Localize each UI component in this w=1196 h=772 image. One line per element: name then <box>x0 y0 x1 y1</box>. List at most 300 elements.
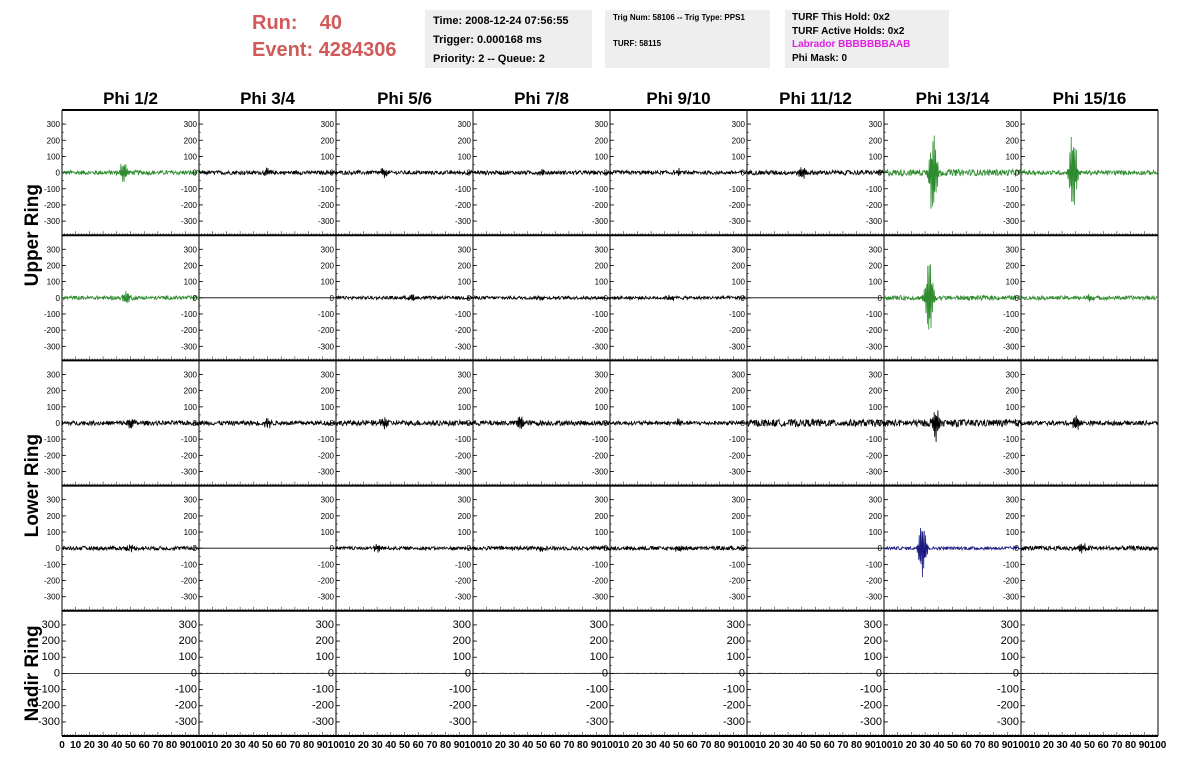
y-tick-label: -300 <box>180 467 197 477</box>
y-tick-label: -100 <box>454 560 471 570</box>
y-tick-label: 200 <box>46 261 60 271</box>
waveform-line <box>62 545 199 553</box>
y-tick-label: -300 <box>448 715 471 728</box>
y-tick-label: 200 <box>868 511 882 521</box>
y-tick-label: 200 <box>1005 386 1019 396</box>
y-tick-label: 200 <box>41 635 60 648</box>
y-tick-label: -100 <box>317 560 334 570</box>
y-tick-label: 100 <box>183 402 197 412</box>
priority-text: Priority: 2 -- Queue: 2 <box>433 53 545 65</box>
y-tick-label: 0 <box>327 667 334 680</box>
y-tick-label: 100 <box>589 651 608 664</box>
y-tick-label: -200 <box>728 326 745 336</box>
y-tick-label: -100 <box>591 560 608 570</box>
x-tick-label: 80 <box>714 740 726 751</box>
y-tick-label: 0 <box>740 419 745 428</box>
y-tick-label: -200 <box>317 451 334 461</box>
x-tick-label: 20 <box>494 740 506 751</box>
y-tick-label: 300 <box>868 120 882 130</box>
y-tick-label: 200 <box>457 136 471 146</box>
y-tick-label: 100 <box>1005 152 1019 162</box>
x-tick-label: 0 <box>59 740 65 751</box>
y-tick-label: 200 <box>457 386 471 396</box>
y-tick-label: 300 <box>868 245 882 255</box>
x-tick-label: 20 <box>83 740 95 751</box>
y-tick-label: 300 <box>46 245 60 255</box>
x-tick-label: 70 <box>700 740 712 751</box>
y-tick-label: -300 <box>865 217 882 227</box>
x-tick-label: 30 <box>1056 740 1068 751</box>
y-tick-label: 200 <box>183 386 197 396</box>
x-tick-label: 30 <box>371 740 383 751</box>
y-tick-label: 0 <box>192 419 197 428</box>
y-tick-label: 300 <box>594 495 608 505</box>
y-tick-label: 100 <box>726 651 745 664</box>
y-tick-label: 300 <box>457 370 471 380</box>
waveform-line <box>1021 137 1158 205</box>
waveform-line <box>884 410 1021 445</box>
y-tick-label: 0 <box>875 667 882 680</box>
x-tick-label: 100 <box>601 740 619 751</box>
y-tick-label: -100 <box>996 683 1019 696</box>
turf-active-text: TURF Active Holds: 0x2 <box>792 25 905 37</box>
column-header: Phi 9/10 <box>646 89 711 108</box>
y-tick-label: -100 <box>317 184 334 194</box>
y-tick-label: 0 <box>738 667 745 680</box>
x-tick-label: 60 <box>275 740 287 751</box>
y-tick-label: 100 <box>315 651 334 664</box>
y-tick-label: 0 <box>603 419 608 428</box>
y-tick-label: 200 <box>589 635 608 648</box>
y-tick-label: -300 <box>454 592 471 602</box>
y-tick-label: -200 <box>317 200 334 210</box>
y-tick-label: 300 <box>1005 495 1019 505</box>
waveform-line <box>747 167 884 178</box>
x-tick-label: 10 <box>1029 740 1041 751</box>
y-tick-label: 100 <box>320 277 334 287</box>
y-tick-label: -100 <box>865 560 882 570</box>
y-tick-label: 0 <box>329 168 334 178</box>
y-tick-label: 200 <box>183 136 197 146</box>
y-tick-label: 100 <box>46 402 60 412</box>
waveform-line <box>199 418 336 428</box>
y-tick-label: -300 <box>865 592 882 602</box>
x-tick-label: 20 <box>905 740 917 751</box>
waveform-line <box>473 293 610 303</box>
x-tick-label: 60 <box>823 740 835 751</box>
y-tick-label: -100 <box>722 683 745 696</box>
y-tick-label: 100 <box>457 152 471 162</box>
y-tick-label: -200 <box>591 200 608 210</box>
y-tick-label: -100 <box>865 435 882 445</box>
y-tick-label: 200 <box>452 635 471 648</box>
y-tick-label: 0 <box>55 544 60 554</box>
x-tick-label: 80 <box>1125 740 1137 751</box>
y-tick-label: -200 <box>174 699 197 712</box>
y-tick-label: 0 <box>55 293 60 303</box>
x-tick-label: 70 <box>974 740 986 751</box>
y-tick-label: 100 <box>868 277 882 287</box>
y-tick-label: -100 <box>1002 560 1019 570</box>
y-tick-label: -200 <box>37 699 60 712</box>
x-tick-label: 10 <box>618 740 630 751</box>
waveform-line <box>884 528 1021 577</box>
x-tick-label: 10 <box>892 740 904 751</box>
y-tick-label: 200 <box>183 511 197 521</box>
y-tick-label: 100 <box>320 528 334 538</box>
x-tick-label: 60 <box>138 740 150 751</box>
y-tick-label: 0 <box>466 544 471 554</box>
y-tick-label: -300 <box>37 715 60 728</box>
y-tick-label: 100 <box>863 651 882 664</box>
y-tick-label: 200 <box>1000 635 1019 648</box>
y-tick-label: 0 <box>601 667 608 680</box>
run-value: 40 <box>319 12 343 34</box>
y-tick-label: -200 <box>180 451 197 461</box>
trig-num-text: Trig Num: 58106 -- Trig Type: PPS1 <box>613 13 745 22</box>
y-tick-label: 200 <box>178 635 197 648</box>
x-tick-label: 90 <box>179 740 191 751</box>
y-tick-label: 100 <box>731 152 745 162</box>
waveform-line <box>62 164 199 182</box>
y-tick-label: 200 <box>594 511 608 521</box>
y-tick-label: 300 <box>1005 120 1019 130</box>
y-tick-label: -100 <box>865 184 882 194</box>
x-tick-label: 50 <box>535 740 548 751</box>
row-label: Lower Ring <box>22 433 43 538</box>
y-tick-label: -100 <box>591 184 608 194</box>
waveform-line <box>1021 294 1158 302</box>
y-tick-label: -300 <box>859 715 882 728</box>
x-tick-label: 50 <box>809 740 822 751</box>
column-header: Phi 1/2 <box>103 89 158 108</box>
x-tick-label: 60 <box>686 740 698 751</box>
y-tick-label: 100 <box>320 152 334 162</box>
y-tick-label: 300 <box>868 495 882 505</box>
x-tick-label: 80 <box>440 740 452 751</box>
y-tick-label: 0 <box>1014 293 1019 303</box>
x-tick-label: 60 <box>960 740 972 751</box>
x-tick-label: 80 <box>303 740 315 751</box>
waveform-line <box>336 417 473 429</box>
y-tick-label: 200 <box>731 261 745 271</box>
y-tick-label: 0 <box>55 168 60 178</box>
waveform-line <box>884 264 1021 329</box>
y-tick-label: 0 <box>603 293 608 303</box>
column-header: Phi 7/8 <box>514 89 569 108</box>
waveform-line <box>62 419 199 428</box>
x-tick-label: 10 <box>207 740 219 751</box>
y-tick-label: 100 <box>46 277 60 287</box>
y-tick-label: -100 <box>585 683 608 696</box>
x-tick-label: 70 <box>152 740 164 751</box>
y-tick-label: -300 <box>311 715 334 728</box>
y-tick-label: 0 <box>190 667 197 680</box>
y-tick-label: 300 <box>41 618 60 631</box>
y-tick-label: 0 <box>466 419 471 428</box>
y-tick-label: 100 <box>183 528 197 538</box>
y-tick-label: -200 <box>311 699 334 712</box>
y-tick-label: -200 <box>1002 200 1019 210</box>
y-tick-label: -200 <box>180 576 197 586</box>
y-tick-label: -100 <box>180 560 197 570</box>
y-tick-label: 300 <box>731 120 745 130</box>
y-tick-label: -200 <box>591 451 608 461</box>
y-tick-label: 200 <box>320 511 334 521</box>
y-tick-label: 300 <box>320 370 334 380</box>
y-tick-label: -300 <box>996 715 1019 728</box>
column-header: Phi 11/12 <box>779 89 852 108</box>
time-text: Time: 2008-12-24 07:56:55 <box>433 15 569 27</box>
y-tick-label: 300 <box>868 370 882 380</box>
y-tick-label: -200 <box>454 451 471 461</box>
y-tick-label: 300 <box>183 370 197 380</box>
y-tick-label: -100 <box>43 560 60 570</box>
x-tick-label: 100 <box>190 740 208 751</box>
y-tick-label: 0 <box>464 667 471 680</box>
y-tick-label: -200 <box>996 699 1019 712</box>
y-tick-label: -200 <box>43 326 60 336</box>
y-tick-label: -100 <box>43 309 60 319</box>
y-tick-label: 0 <box>1014 544 1019 554</box>
y-tick-label: 100 <box>1000 651 1019 664</box>
y-tick-label: 300 <box>320 120 334 130</box>
y-tick-label: 0 <box>55 419 60 428</box>
y-tick-label: 0 <box>740 168 745 178</box>
x-tick-label: 50 <box>261 740 274 751</box>
x-tick-label: 100 <box>1149 740 1167 751</box>
y-tick-label: -200 <box>454 200 471 210</box>
y-tick-label: -300 <box>43 342 60 352</box>
y-tick-label: 100 <box>1005 402 1019 412</box>
y-tick-label: -100 <box>591 435 608 445</box>
y-tick-label: 100 <box>178 651 197 664</box>
waveform-line <box>610 546 747 552</box>
y-tick-label: 300 <box>452 618 471 631</box>
y-tick-label: -300 <box>454 342 471 352</box>
y-tick-label: 300 <box>183 120 197 130</box>
y-tick-label: 100 <box>320 402 334 412</box>
y-tick-label: 0 <box>740 544 745 554</box>
y-tick-label: 300 <box>731 245 745 255</box>
y-tick-label: 200 <box>1005 511 1019 521</box>
y-tick-label: 300 <box>594 370 608 380</box>
y-tick-label: -100 <box>311 683 334 696</box>
y-tick-label: -300 <box>180 342 197 352</box>
y-tick-label: -300 <box>317 342 334 352</box>
x-tick-label: 40 <box>796 740 808 751</box>
x-tick-label: 70 <box>289 740 301 751</box>
x-tick-label: 40 <box>933 740 945 751</box>
y-tick-label: -300 <box>43 467 60 477</box>
y-tick-label: -300 <box>585 715 608 728</box>
y-tick-label: -200 <box>728 200 745 210</box>
x-tick-label: 50 <box>946 740 959 751</box>
x-tick-label: 40 <box>659 740 671 751</box>
y-tick-label: 0 <box>1012 667 1019 680</box>
waveform-line <box>336 544 473 553</box>
y-tick-label: 200 <box>320 386 334 396</box>
y-tick-label: -300 <box>180 592 197 602</box>
y-tick-label: -300 <box>722 715 745 728</box>
x-tick-label: 30 <box>645 740 657 751</box>
phi-mask-text: Phi Mask: 0 <box>792 52 848 64</box>
y-tick-label: -100 <box>43 435 60 445</box>
y-tick-label: -300 <box>454 217 471 227</box>
y-tick-label: 200 <box>457 261 471 271</box>
y-tick-label: -200 <box>43 200 60 210</box>
y-tick-label: 0 <box>603 168 608 178</box>
x-tick-label: 30 <box>782 740 794 751</box>
y-tick-label: 100 <box>868 402 882 412</box>
y-tick-label: -200 <box>454 326 471 336</box>
y-tick-label: -300 <box>180 217 197 227</box>
waveform-line <box>1021 415 1158 430</box>
x-tick-label: 40 <box>385 740 397 751</box>
x-tick-label: 20 <box>220 740 232 751</box>
y-tick-label: 200 <box>315 635 334 648</box>
y-tick-label: -100 <box>728 184 745 194</box>
y-tick-label: 100 <box>594 152 608 162</box>
y-tick-label: 200 <box>594 386 608 396</box>
y-tick-label: -200 <box>865 451 882 461</box>
y-tick-label: 200 <box>320 136 334 146</box>
y-tick-label: -100 <box>1002 435 1019 445</box>
x-tick-label: 90 <box>453 740 465 751</box>
x-tick-label: 20 <box>768 740 780 751</box>
waveform-line <box>62 291 199 303</box>
x-tick-label: 70 <box>563 740 575 751</box>
x-tick-label: 100 <box>1012 740 1030 751</box>
y-tick-label: 200 <box>1005 136 1019 146</box>
waveform-line <box>199 168 336 176</box>
y-tick-label: -300 <box>174 715 197 728</box>
y-tick-label: 300 <box>731 370 745 380</box>
column-header: Phi 3/4 <box>240 89 295 108</box>
waveform-line <box>473 417 610 429</box>
y-tick-label: 200 <box>868 136 882 146</box>
waveform-line <box>1021 543 1158 553</box>
x-tick-label: 60 <box>549 740 561 751</box>
y-tick-label: -100 <box>1002 184 1019 194</box>
y-tick-label: 200 <box>731 136 745 146</box>
x-tick-label: 90 <box>590 740 602 751</box>
y-tick-label: 300 <box>46 370 60 380</box>
y-tick-label: -200 <box>865 326 882 336</box>
waveform-line <box>336 294 473 300</box>
x-tick-label: 20 <box>1042 740 1054 751</box>
y-tick-label: -100 <box>865 309 882 319</box>
y-tick-label: 100 <box>731 277 745 287</box>
waveform-line <box>473 544 610 554</box>
waveform-line <box>610 295 747 300</box>
y-tick-label: 300 <box>457 245 471 255</box>
y-tick-label: 0 <box>877 544 882 554</box>
y-tick-label: 300 <box>457 120 471 130</box>
y-tick-label: 100 <box>594 402 608 412</box>
x-tick-label: 30 <box>97 740 109 751</box>
y-tick-label: 300 <box>178 618 197 631</box>
y-tick-label: -300 <box>728 342 745 352</box>
y-tick-label: 200 <box>594 136 608 146</box>
y-tick-label: 200 <box>1005 261 1019 271</box>
x-tick-label: 80 <box>988 740 1000 751</box>
x-tick-label: 60 <box>1097 740 1109 751</box>
y-tick-label: -300 <box>728 467 745 477</box>
turf-hold-text: TURF This Hold: 0x2 <box>792 12 890 23</box>
y-tick-label: 0 <box>466 168 471 178</box>
turf-text: TURF: 58115 <box>613 39 662 48</box>
y-tick-label: 0 <box>192 168 197 178</box>
y-tick-label: -100 <box>180 309 197 319</box>
waveform-line <box>884 136 1021 209</box>
y-tick-label: -200 <box>722 699 745 712</box>
y-tick-label: -100 <box>859 683 882 696</box>
y-tick-label: 200 <box>46 386 60 396</box>
y-tick-label: -100 <box>728 309 745 319</box>
x-tick-label: 90 <box>727 740 739 751</box>
y-tick-label: 100 <box>46 152 60 162</box>
x-tick-label: 50 <box>124 740 137 751</box>
x-tick-label: 50 <box>1083 740 1096 751</box>
y-tick-label: 100 <box>1005 277 1019 287</box>
y-tick-label: 0 <box>466 293 471 303</box>
y-tick-label: -300 <box>865 342 882 352</box>
y-tick-label: 300 <box>1000 618 1019 631</box>
y-tick-label: -300 <box>591 467 608 477</box>
event-label: Event: <box>252 39 314 61</box>
y-tick-label: 200 <box>726 635 745 648</box>
y-tick-label: -100 <box>454 309 471 319</box>
y-tick-label: 0 <box>877 293 882 303</box>
y-tick-label: -200 <box>728 576 745 586</box>
x-tick-label: 30 <box>234 740 246 751</box>
y-tick-label: -200 <box>1002 326 1019 336</box>
x-tick-label: 70 <box>1111 740 1123 751</box>
y-tick-label: 0 <box>192 293 197 303</box>
y-tick-label: -100 <box>180 184 197 194</box>
y-tick-label: 300 <box>46 120 60 130</box>
waveform-line <box>610 419 747 426</box>
column-header: Phi 5/6 <box>377 89 432 108</box>
y-tick-label: 0 <box>53 667 60 680</box>
y-tick-label: 200 <box>594 261 608 271</box>
y-tick-label: 300 <box>183 495 197 505</box>
y-tick-label: -300 <box>591 342 608 352</box>
y-tick-label: 0 <box>877 419 882 428</box>
y-tick-label: -300 <box>591 592 608 602</box>
x-tick-label: 100 <box>327 740 345 751</box>
y-tick-label: -200 <box>591 576 608 586</box>
y-tick-label: 100 <box>868 528 882 538</box>
y-tick-label: 100 <box>183 152 197 162</box>
x-tick-label: 90 <box>316 740 328 751</box>
column-header: Phi 13/14 <box>915 89 990 108</box>
y-tick-label: -100 <box>317 309 334 319</box>
y-tick-label: 100 <box>868 152 882 162</box>
y-tick-label: -300 <box>317 217 334 227</box>
y-tick-label: 100 <box>457 402 471 412</box>
x-tick-label: 30 <box>919 740 931 751</box>
y-tick-label: -200 <box>43 576 60 586</box>
y-tick-label: 0 <box>192 544 197 554</box>
row-label: Nadir Ring <box>22 625 43 722</box>
waveform-line <box>747 419 884 427</box>
y-tick-label: -200 <box>591 326 608 336</box>
column-header: Phi 15/16 <box>1052 89 1127 108</box>
y-tick-label: 0 <box>329 544 334 554</box>
x-tick-label: 90 <box>1001 740 1013 751</box>
